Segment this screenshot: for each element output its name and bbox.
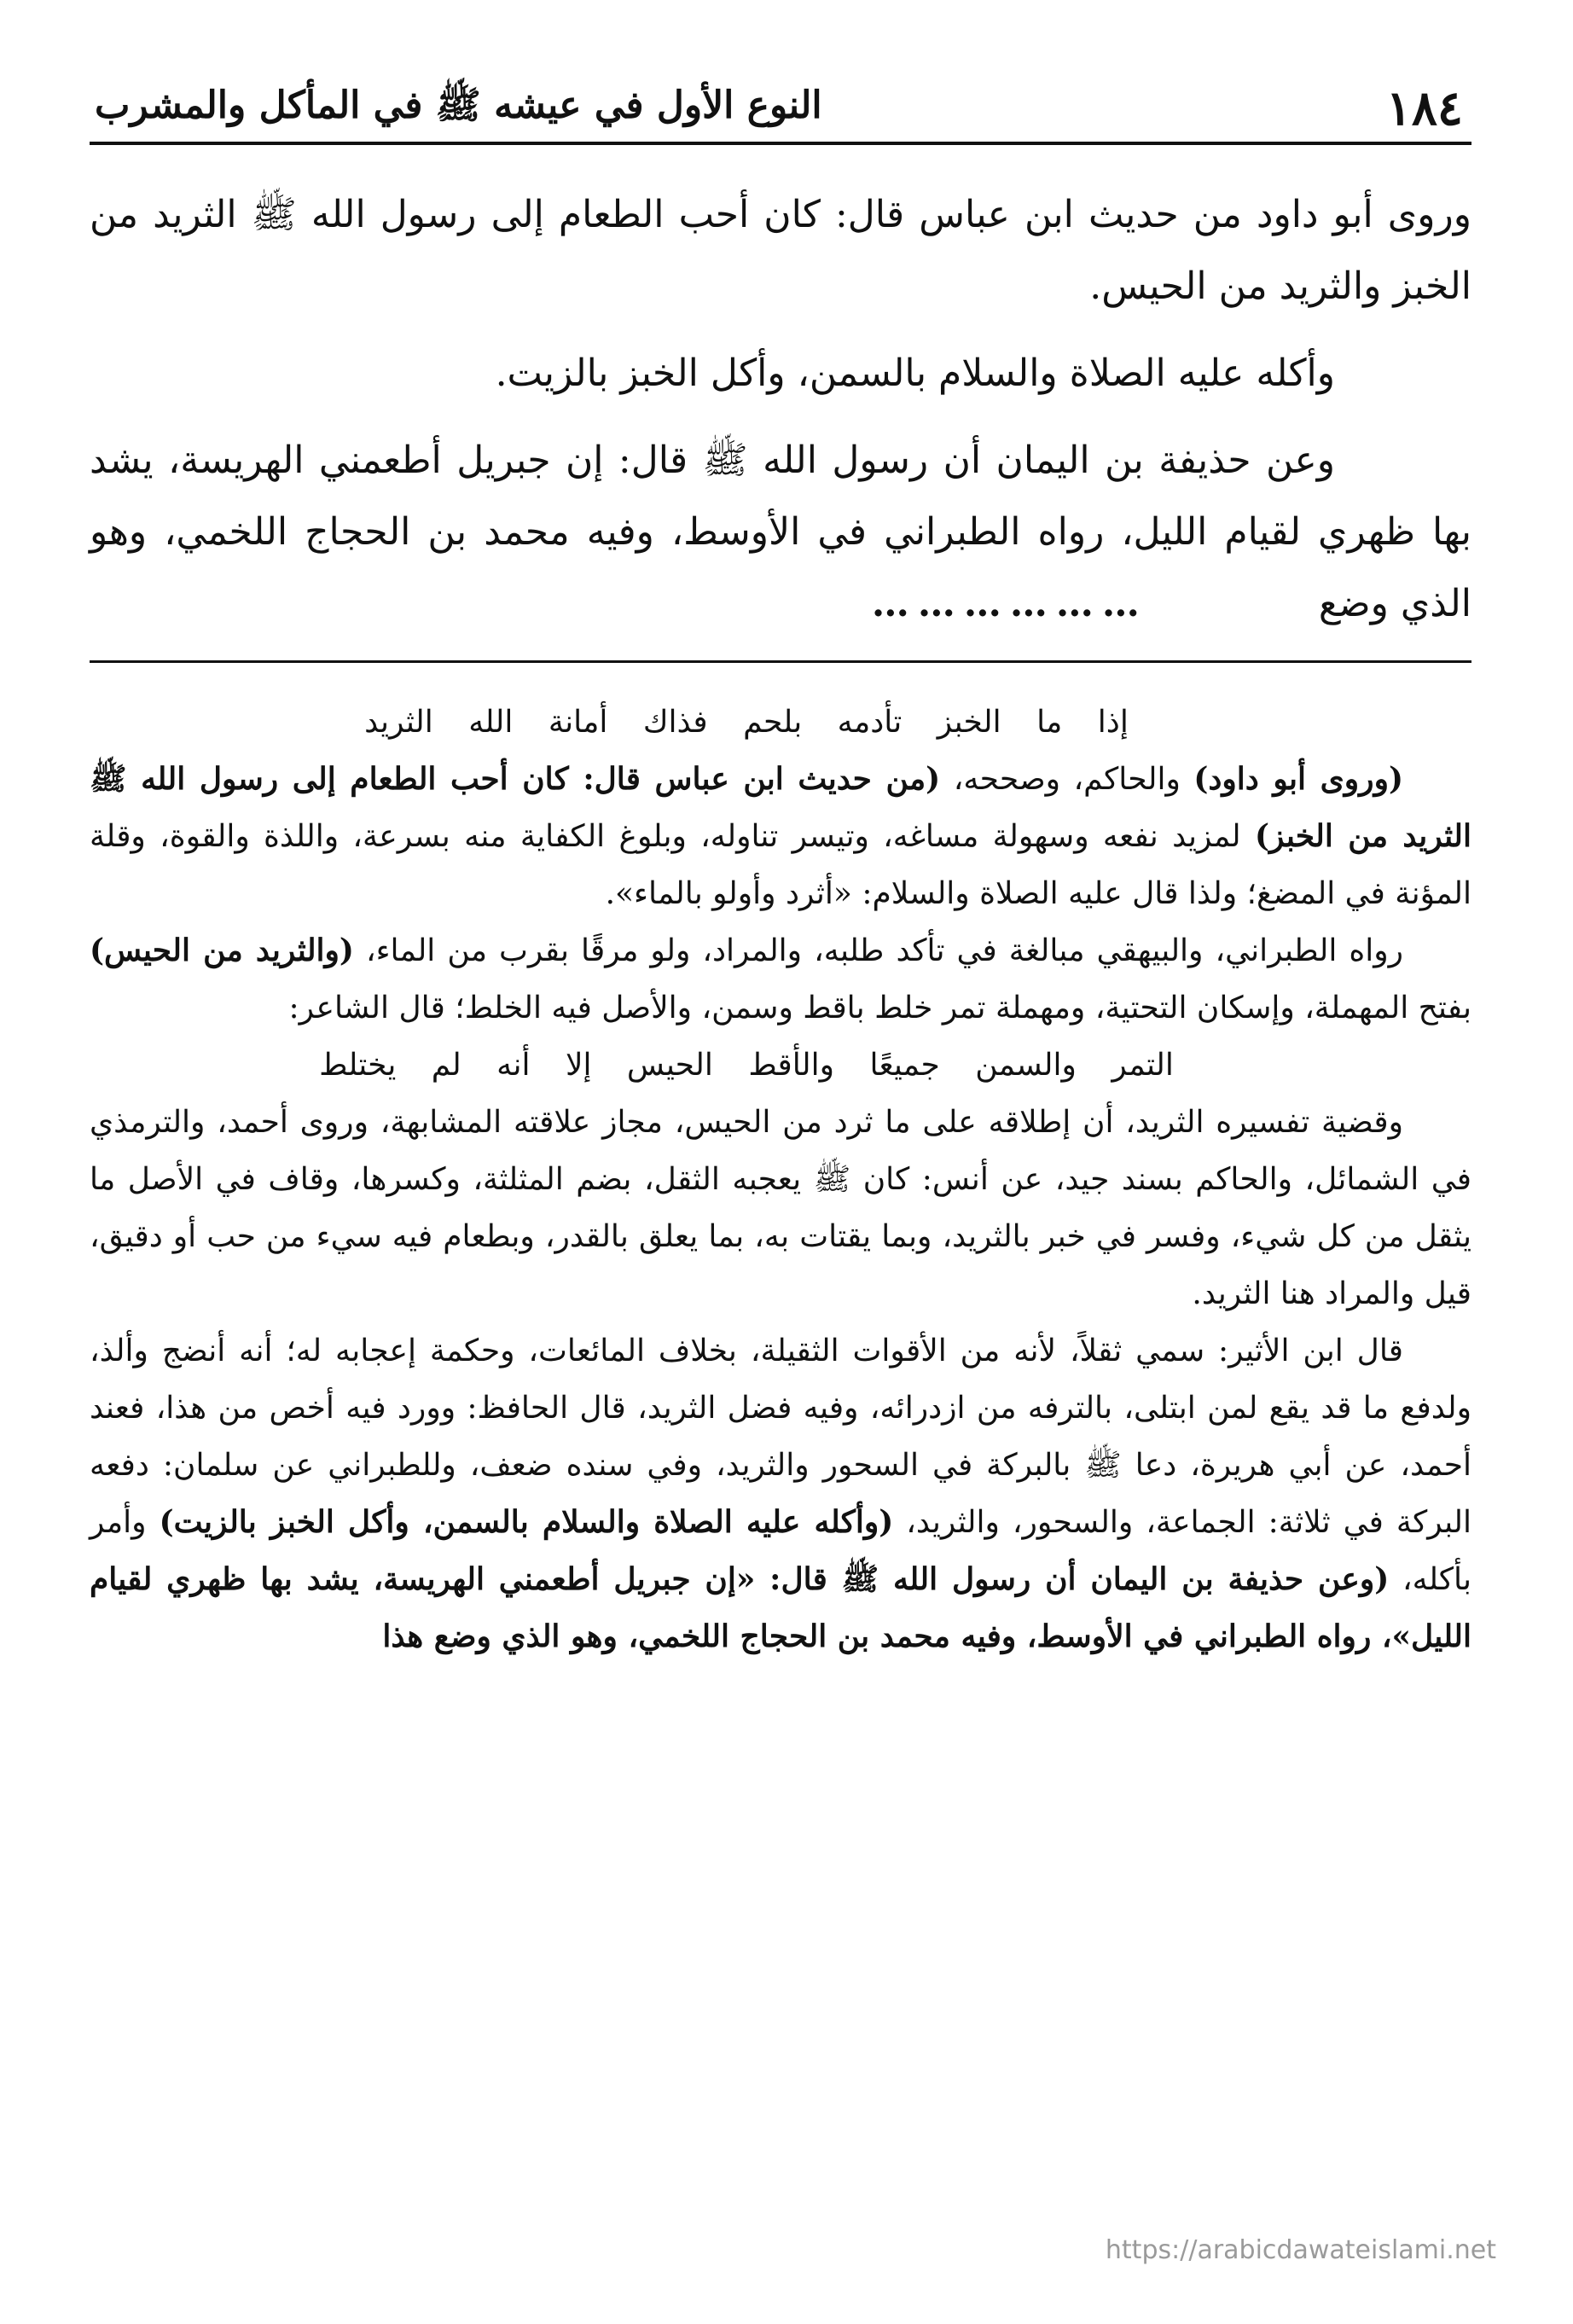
sharh-text: وأمر بأكله، [90, 1505, 1471, 1597]
ellipsis-dots: ……………… [871, 582, 1148, 625]
page-header [90, 68, 1471, 145]
sharh-paragraph-1 [90, 751, 1471, 922]
sharh-text: قال ابن الأثير: سمي ثقلاً، لأنه من الأقوات الثقيلة، بخلاف المائعات، وحكمة إعجابه له؛ أنه أنضج وألذ، ولدفع ما قد يقع لمن ابتلى، بالترفه من ازدرائه، وفيه فضل الثريد، قال الحافظ: وورد فيه أخص من هذا، فعند أحمد، عن أبي هريرة، دعا ﷺ بالبركة في السحور والثريد، وفي سنده ضعف، وللطبراني عن سلمان: دفعه البركة في ثلاثة: الجماعة، والسحور، والثريد، [90, 1333, 1472, 1540]
main-text [90, 179, 1471, 640]
matn-text-1: وروى أبو داود من حديث ابن عباس قال: كان أحب الطعام إلى رسول الله ﷺ الثريد من الخبز والثريد من الحيس. [90, 193, 1471, 308]
quoted-matn: (وروى أبو داود) [1193, 761, 1403, 797]
verse-1: إذا ما الخبز تأدمه بلحم فذاك أمانة الله الثريد [364, 705, 1129, 740]
quoted-matn: (من حديث ابن عباس قال: كان أحب الطعام إلى رسول الله ﷺ الثريد من الخبز) [90, 761, 1471, 854]
sharh-text: رواه الطبراني، والبيهقي مبالغة في تأكد طلبه، والمراد، ولو مرقًا بقرب من الماء، [353, 933, 1404, 968]
quoted-matn: (وعن حذيفة بن اليمان أن رسول الله ﷺ قال: «إن جبريل أطعمني الهريسة، يشد بها ظهري لقيام الليل»، رواه الطبراني في الأوسط، وفيه محمد بن الحجاج اللخمي، وهو الذي وضع هذا [90, 1561, 1471, 1654]
sharh-text: بفتح المهملة، وإسكان التحتية، ومهملة تمر خلط باقط وسمن، والأصل فيه الخلط؛ قال الشاعر: [288, 991, 1471, 1025]
running-title: النوع الأول في عيشه ﷺ في المأكل والمشرب [95, 84, 822, 127]
page-number: ١٨٤ [1385, 80, 1463, 137]
book-page [90, 68, 1471, 1665]
matn-paragraph-2 [90, 338, 1471, 410]
sharh-paragraph-3: وقضية تفسيره الثريد، أن إطلاقه على ما ثرد من الحيس، مجاز علاقته المشابهة، وروى أحمد، والترمذي في الشمائل، والحاكم بسند جيد، عن أنس: كان ﷺ يعجبه الثقل، بضم المثلثة، وكسرها، وقاف في الأصل ما يثقل من كل شيء، وفسر في خبر بالثريد، وبما يقتات به، بما يعلق بالقدر، وبطعام فيه سيء من حب أو دقيق، قيل والمراد هنا الثريد. [90, 1105, 1471, 1311]
sharh-paragraph-2 [90, 922, 1471, 1037]
verse-2: التمر والسمن جميعًا والأقط الحيس إلا أنه لم يختلط [319, 1048, 1174, 1083]
matn-paragraph-1 [90, 179, 1471, 322]
sharh-text: لمزيد نفعه وسهولة مساغه، وتيسر تناوله، وبلوغ الكفاية منه بسرعة، واللذة والقوة، وقلة المؤنة في المضغ؛ ولذا قال عليه الصلاة والسلام: «أثرد وأولو بالماء». [90, 819, 1471, 911]
matn-text-3: وعن حذيفة بن اليمان أن رسول الله ﷺ قال: إن جبريل أطعمني الهريسة، يشد بها ظهري لقيام الليل، رواه الطبراني في الأوسط، وفيه محمد بن الحجاج اللخمي، وهو الذي وضع [90, 439, 1471, 625]
quoted-matn: (وأكله عليه الصلاة والسلام بالسمن، وأكل الخبز بالزيت) [159, 1504, 894, 1540]
sharh-text: والحاكم، وصححه، [940, 762, 1194, 797]
watermark-url: https://arabicdawateislami.net [1105, 2235, 1496, 2265]
commentary-text [90, 694, 1471, 1665]
sharh-paragraph-4 [90, 1322, 1471, 1665]
matn-text-2: وأكله عليه الصلاة والسلام بالسمن، وأكل الخبز بالزيت. [495, 352, 1335, 395]
quoted-matn: (والثريد من الحيس) [90, 933, 354, 968]
matn-paragraph-3 [90, 425, 1471, 640]
footnote-divider [90, 660, 1471, 663]
